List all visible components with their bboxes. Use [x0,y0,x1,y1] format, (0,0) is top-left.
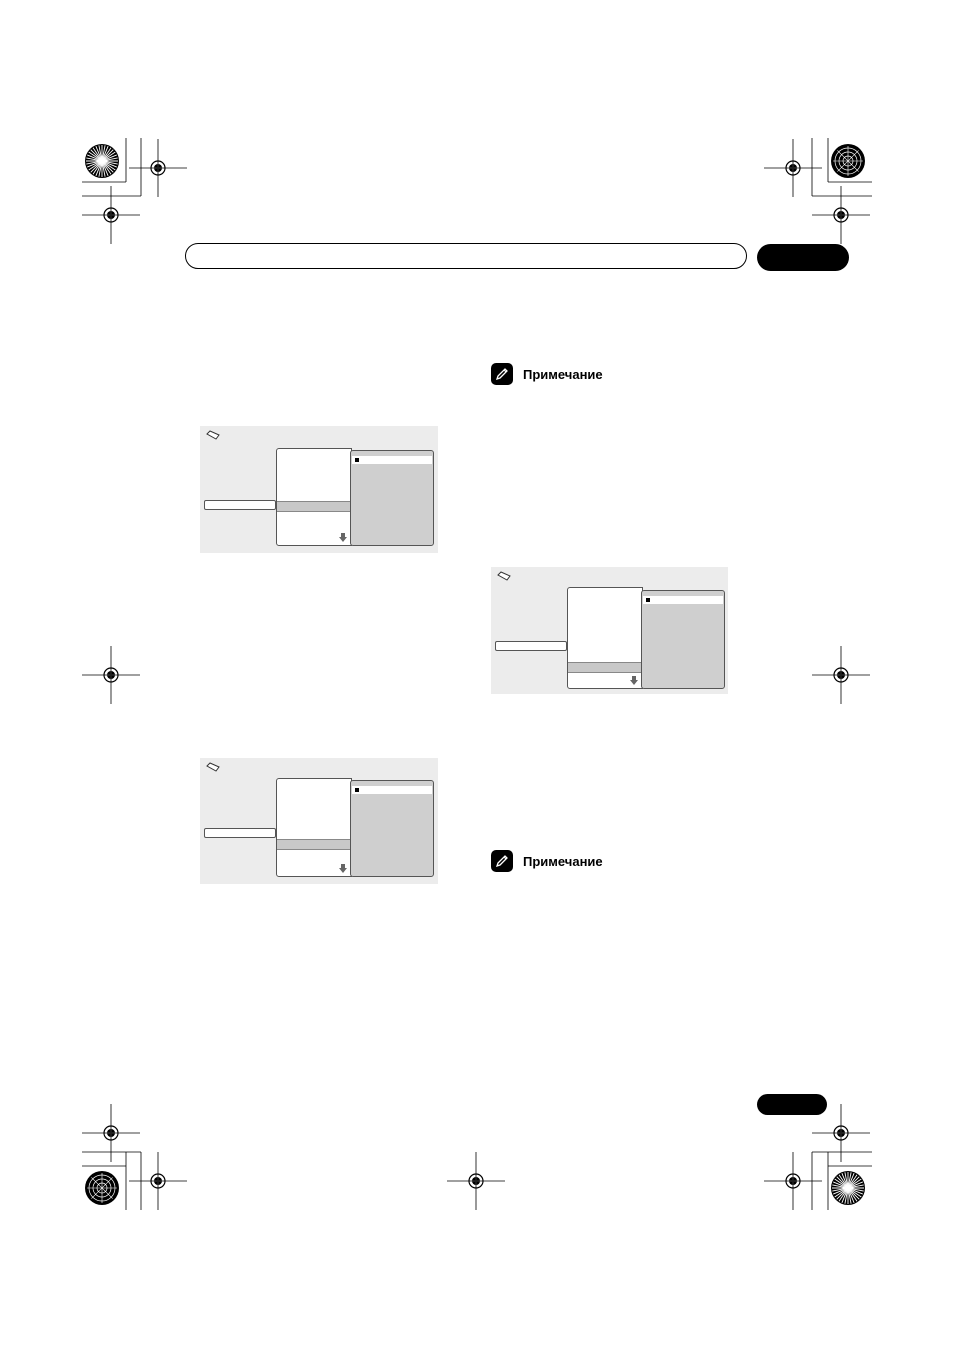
submenu-panel [276,778,352,877]
header-bar [185,243,747,269]
note-heading [491,850,603,872]
pencil-icon [491,363,513,385]
submenu-panel [276,448,352,546]
selected-option [643,596,723,604]
disc-icon [206,762,220,772]
selected-option [352,456,432,464]
submenu-highlight [277,501,351,512]
note-title: Примечание [523,853,603,869]
osd-screen [200,758,438,884]
chapter-tab [757,244,849,271]
menu-item [495,641,567,651]
disc-icon [497,571,511,581]
options-panel [641,590,725,689]
arrow-down-icon [339,864,347,873]
menu-item [204,500,276,510]
osd-screen [491,567,728,694]
options-panel [350,450,434,546]
note-heading [491,363,603,385]
note-title: Примечание [523,366,603,382]
pencil-icon [491,850,513,872]
submenu-panel [567,587,643,689]
osd-screen [200,426,438,553]
arrow-down-icon [630,676,638,685]
menu-item [204,828,276,838]
arrow-down-icon [339,533,347,542]
submenu-highlight [568,662,642,673]
submenu-highlight [277,839,351,850]
selected-option [352,786,432,794]
page-number-tab [757,1094,827,1115]
disc-icon [206,430,220,440]
options-panel [350,780,434,877]
